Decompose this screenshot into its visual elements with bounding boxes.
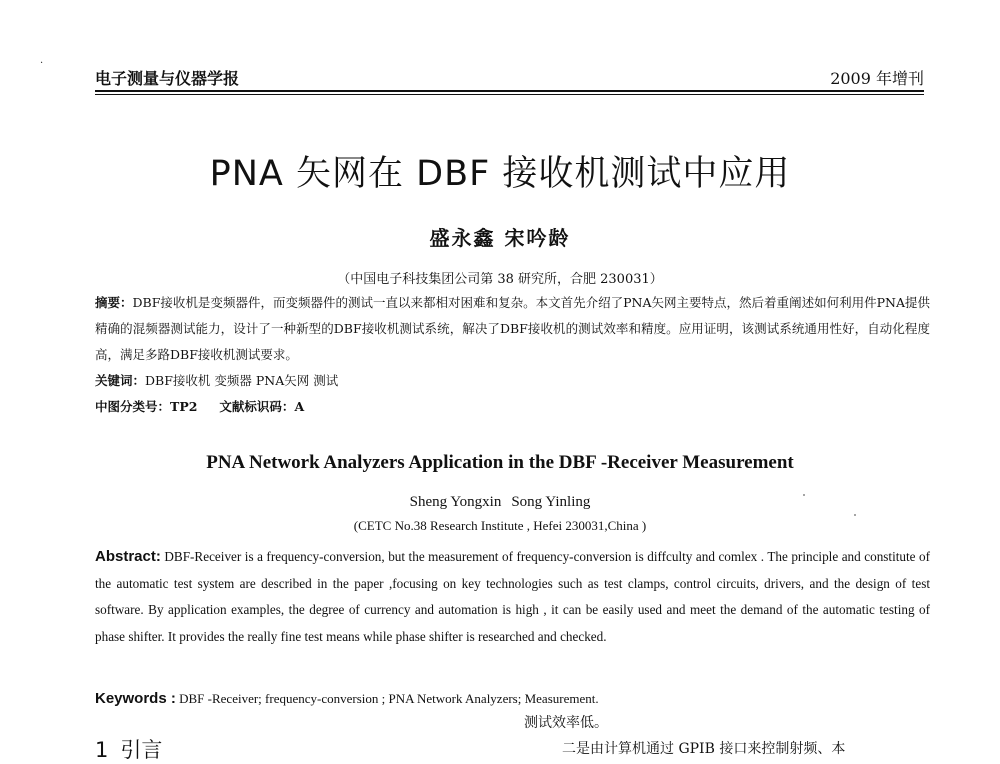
column2-line-1: 测试效率低。 [524, 715, 608, 731]
header-rule-thick [95, 90, 924, 92]
abstract-cn-text: DBF接收机是变频器件，而变频器件的测试一直以来都相对困难和复杂。本文首先介绍了PNA矢网主要特点，然后着重阐述如何利用件PNA提供精确的混频器测试能力，设计了一种新型的DBF接收机测试系统，解决了DBF接收机的测试效率和精度。应用证明，该测试系统通用性好，自动化程度高，满足多路DBF接收机测试要求。 [95, 295, 930, 362]
authors-cn: 盛永鑫 宋吟龄 [429, 226, 571, 250]
authors-en [0, 494, 1000, 511]
paper-title-en: PNA Network Analyzers Application in the DBF -Receiver Measurement [206, 452, 794, 473]
abstract-cn-label: 摘要： [95, 295, 133, 310]
margin-mark: · [40, 58, 44, 69]
column2-line-2: 二是由计算机通过 GPIB 接口来控制射频、本 [562, 741, 846, 757]
keywords-en [95, 690, 930, 707]
keywords-cn-label: 关键词： [95, 373, 146, 388]
abstract-en-text: DBF-Receiver is a frequency-conversion, but the measurement of frequency-conversion is diffculty and comlex . The principle and constitute of the automatic test system are described in the paper ,focusing on key technologies such as test clamps, control circuits, drivers, and the design of test software. By application examples, the degree of currency and automation is high , it can be easily used and meet the demand of the automatic testing of phase shifter. It provides the really fine test means while phase shifter is researched and checked. [95, 549, 931, 644]
section-1-number: 1 [95, 738, 109, 762]
clc-label: 中图分类号： [95, 399, 171, 414]
clc-value: TP2 [170, 399, 198, 414]
author-en-1: Sheng Yongxin [409, 494, 502, 510]
keywords-en-text: DBF -Receiver; frequency-conversion ; PNA Network Analyzers; Measurement. [179, 691, 599, 706]
section-1-title: 引言 [120, 738, 163, 762]
affiliation-cn: （中国电子科技集团公司第 38 研究所，合肥 230031） [337, 272, 663, 287]
issue-label: 2009 年增刊 [830, 69, 924, 88]
scan-speck [803, 494, 805, 496]
classification-line [95, 394, 930, 420]
header-rule-thin [95, 94, 924, 95]
doc-code-label: 文献标识码： [219, 399, 295, 414]
doc-code-value: A [294, 399, 305, 414]
abstract-en-label: Abstract: [95, 548, 161, 565]
scan-speck [854, 514, 856, 516]
author-en-2: Song Yinling [511, 494, 591, 510]
abstract-cn [95, 290, 930, 368]
journal-name: 电子测量与仪器学报 [95, 69, 240, 88]
abstract-en [95, 544, 930, 650]
keywords-en-label: Keywords : [95, 690, 176, 707]
keywords-cn [95, 368, 930, 394]
affiliation-en: (CETC No.38 Research Institute , Hefei 230031,China ) [353, 518, 647, 533]
paper-title-cn: PNA 矢网在 DBF 接收机测试中应用 [209, 154, 791, 194]
keywords-cn-text: DBF接收机 变频器 PNA矢网 测试 [145, 373, 339, 388]
